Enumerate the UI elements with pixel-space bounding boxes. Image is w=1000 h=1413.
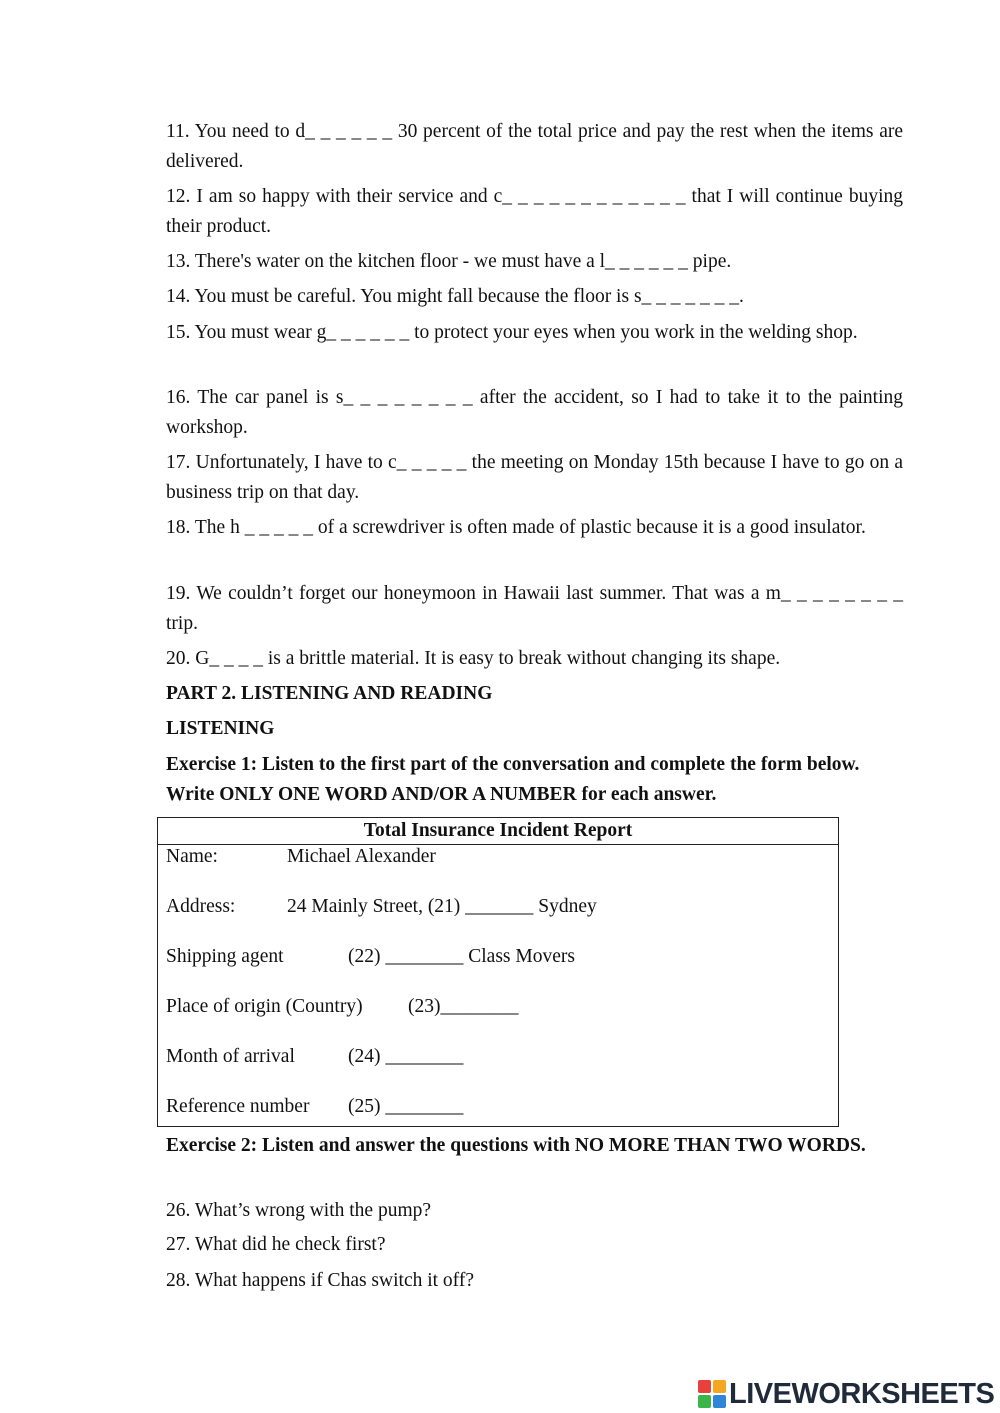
form-label-month-of-arrival: Month of arrival [166,1046,295,1067]
form-label-shipping-agent: Shipping agent [166,946,284,967]
form-value-place-of-origin: (23)________ [408,996,519,1017]
form-label-reference-number: Reference number [166,1096,310,1117]
question-26: 26. What’s wrong with the pump? [166,1200,432,1221]
question-16: 16. The car panel is s_ _ _ _ _ _ _ _ after the accident, so I had to take it to the painting workshop. [166,387,903,438]
liveworksheets-logo-icon [698,1380,726,1408]
question-15: 15. You must wear g_ _ _ _ _ _ to protect your eyes when you work in the welding shop. [166,322,858,343]
form-label-place-of-origin: Place of origin (Country) [166,996,363,1017]
exercise1-instruction: Exercise 1: Listen to the first part of the conversation and complete the form below. Write ONLY ONE WORD AND/OR A NUMBER for each answer. [166,754,860,805]
question-14: 14. You must be careful. You might fall because the floor is s_ _ _ _ _ _ _. [166,286,744,307]
form-value-address: 24 Mainly Street, (21) _______ Sydney [287,896,597,917]
form-value-month-of-arrival: (24) ________ [348,1046,464,1067]
incident-report-form [157,817,839,1127]
form-value-shipping-agent: (22) ________ Class Movers [348,946,575,967]
form-title: Total Insurance Incident Report [158,818,839,845]
liveworksheets-logo-text: LIVEWORKSHEETS [729,1377,995,1410]
form-body [158,845,839,1127]
part2-heading: PART 2. LISTENING AND READING [166,683,493,704]
question-27: 27. What did he check first? [166,1234,386,1255]
form-label-name: Name: [166,846,218,867]
question-18: 18. The h _ _ _ _ _ of a screwdriver is often made of plastic because it is a good insulator. [166,517,866,538]
question-11: 11. You need to d_ _ _ _ _ _ 30 percent of the total price and pay the rest when the items are delivered. [166,121,903,172]
question-20: 20. G_ _ _ _ is a brittle material. It is easy to break without changing its shape. [166,648,781,669]
question-13: 13. There's water on the kitchen floor - we must have a l_ _ _ _ _ _ pipe. [166,251,732,272]
listening-heading: LISTENING [166,718,275,739]
form-value-reference-number: (25) ________ [348,1096,464,1117]
exercise2-instruction: Exercise 2: Listen and answer the questions with NO MORE THAN TWO WORDS. [166,1135,866,1156]
question-17: 17. Unfortunately, I have to c_ _ _ _ _ the meeting on Monday 15th because I have to go on a business trip on that day. [166,452,903,503]
question-28: 28. What happens if Chas switch it off? [166,1270,474,1291]
question-12: 12. I am so happy with their service and c_ _ _ _ _ _ _ _ _ _ _ _ that I will continue buying their product. [166,186,903,237]
liveworksheets-logo [698,1378,994,1410]
form-label-address: Address: [166,896,236,917]
form-value-name: Michael Alexander [287,846,436,867]
question-19: 19. We couldn’t forget our honeymoon in Hawaii last summer. That was a m_ _ _ _ _ _ _ _ trip. [166,583,903,634]
